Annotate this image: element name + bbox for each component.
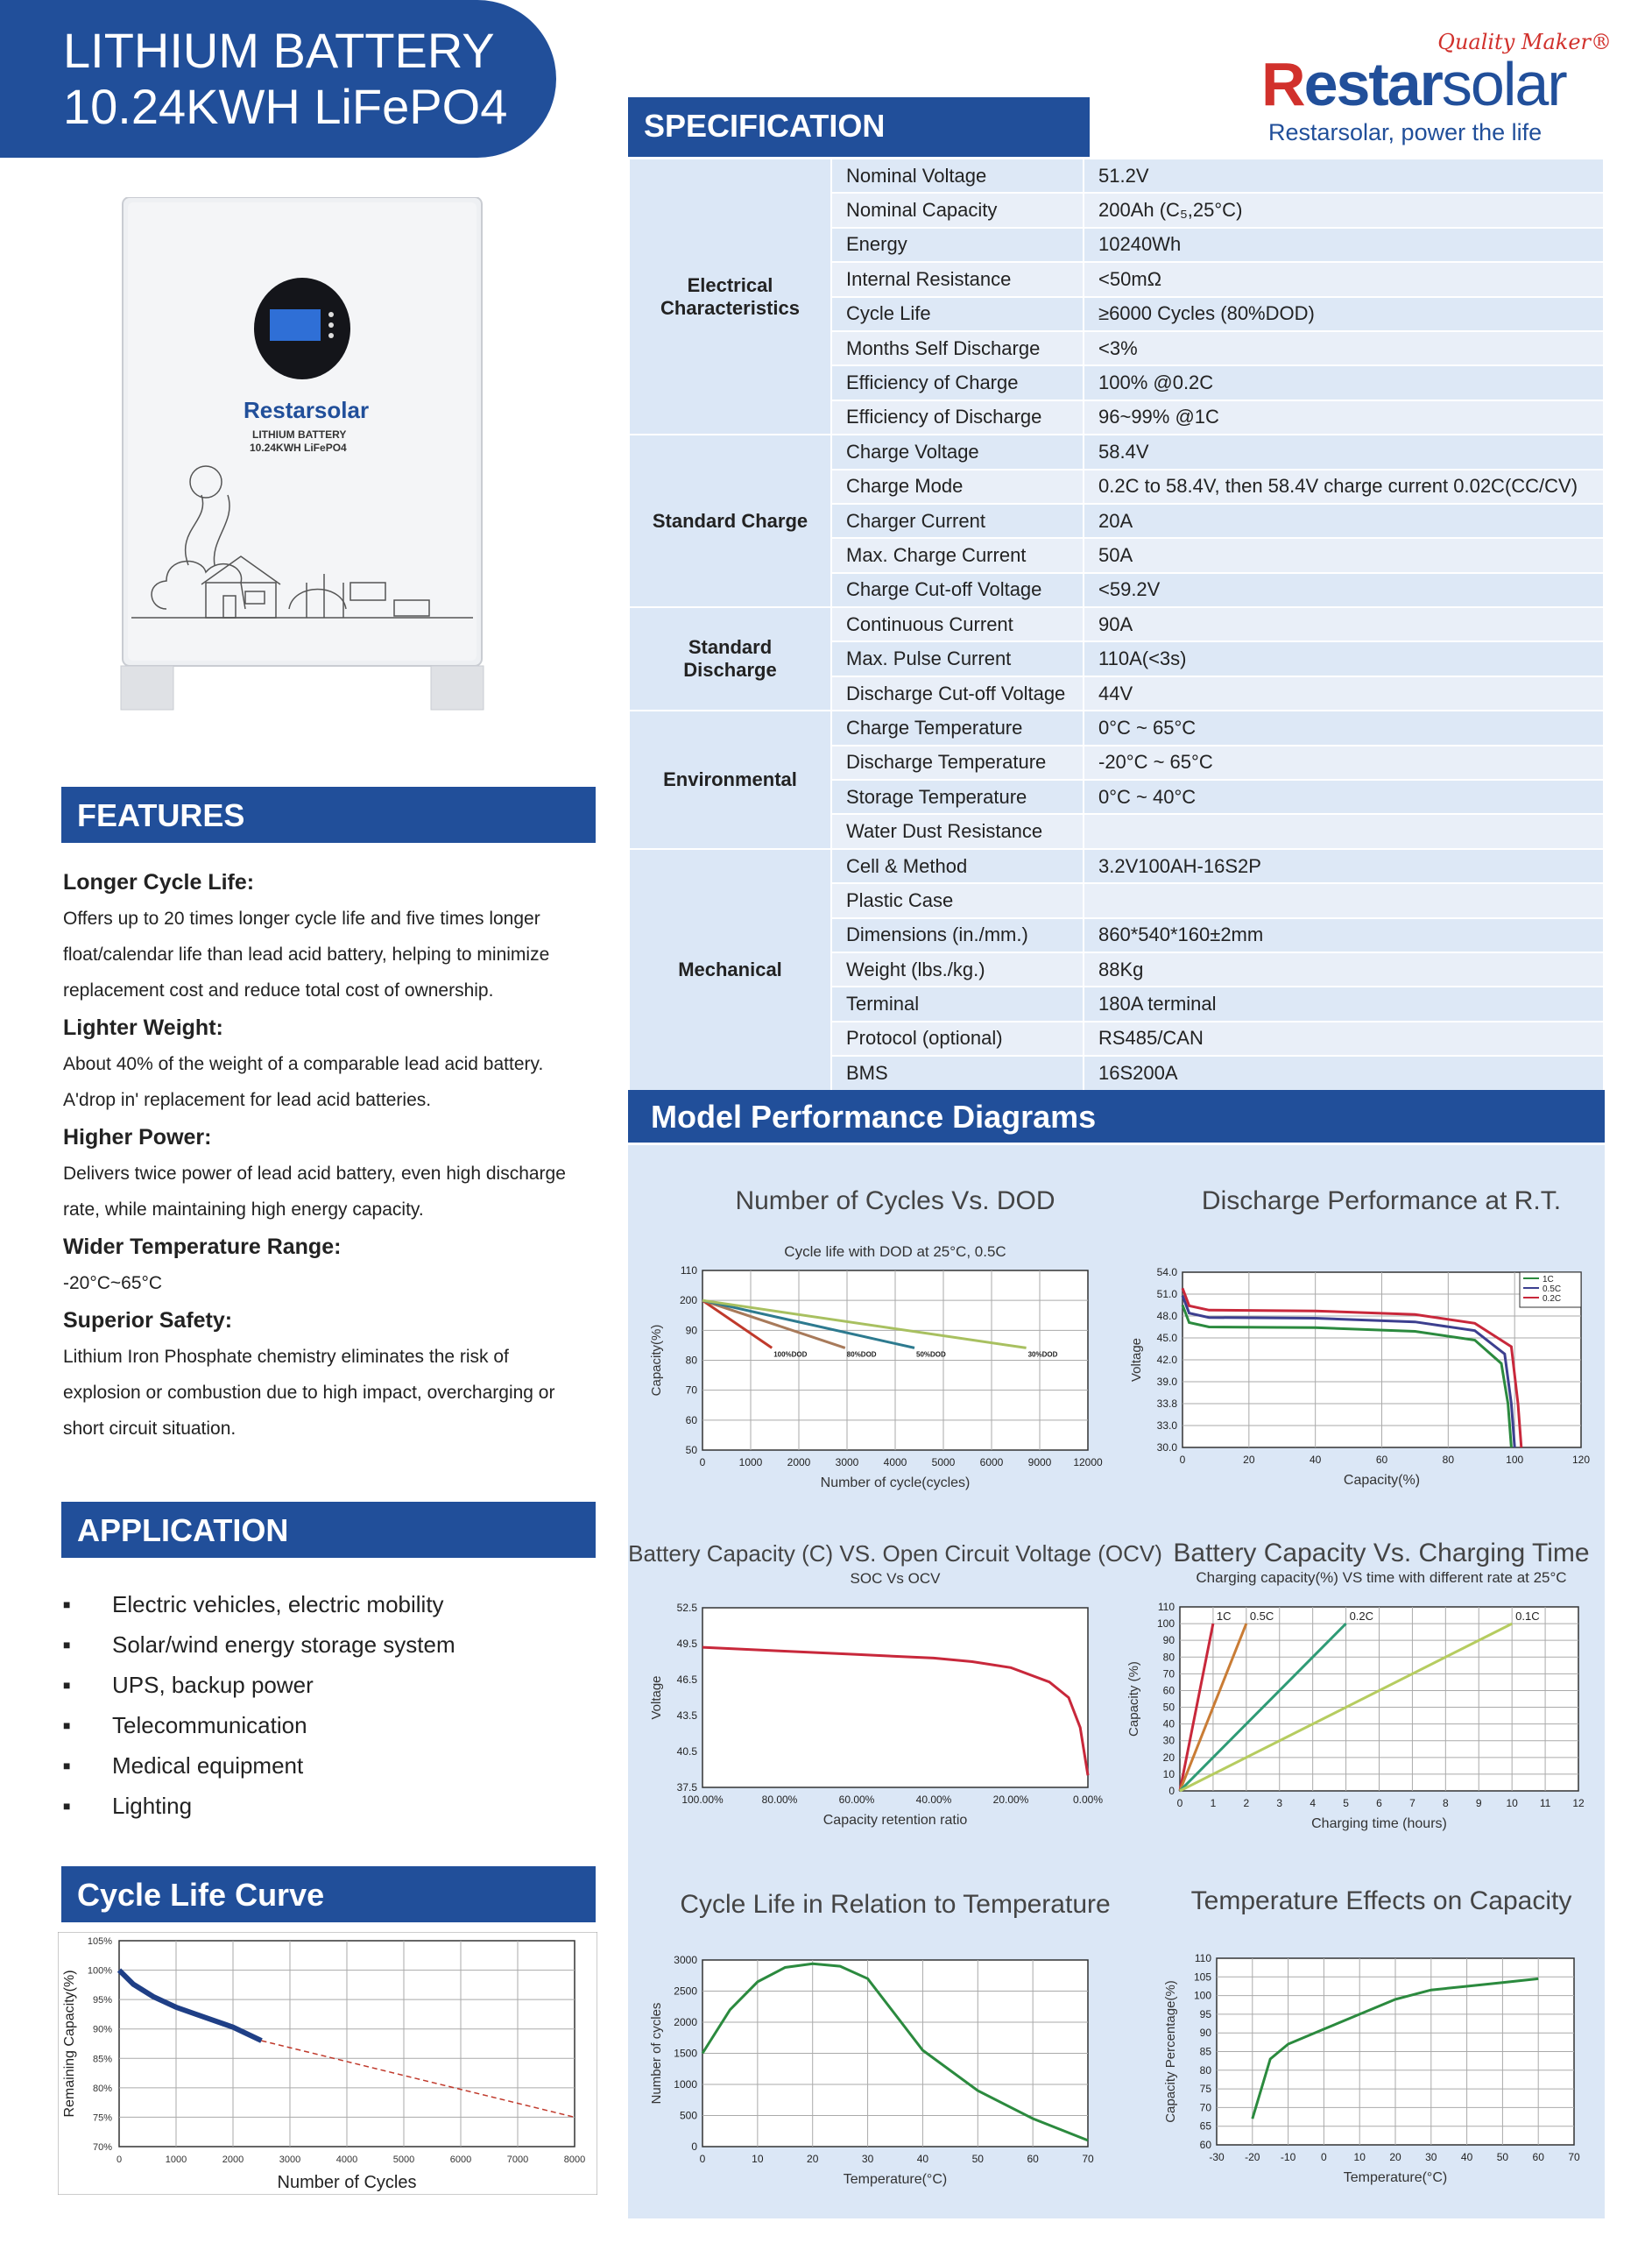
series-label: 0.2C — [1349, 1610, 1374, 1624]
feature-text: About 40% of the weight of a comparable lead acid battery. — [63, 1054, 544, 1074]
x-tick-label: 70 — [1082, 2153, 1094, 2165]
spec-value: 16S200A — [1084, 1056, 1604, 1090]
y-tick-label: 30.0 — [1156, 1441, 1177, 1454]
x-tick-label: -30 — [1209, 2151, 1225, 2163]
x-tick-label: 8 — [1442, 1797, 1449, 1809]
x-tick-label: 20 — [807, 2153, 819, 2165]
x-tick-label: 0 — [1321, 2151, 1327, 2163]
y-tick-label: 110 — [680, 1264, 697, 1277]
cycle-curve-header: Cycle Life Curve — [61, 1866, 596, 1922]
spec-parameter: Terminal — [831, 987, 1084, 1021]
x-tick-label: 20 — [1243, 1454, 1255, 1466]
x-tick-label: 0 — [116, 2155, 123, 2165]
spec-value — [1084, 883, 1604, 917]
spec-row — [629, 849, 1604, 883]
spec-parameter: Efficiency of Charge — [831, 365, 1084, 400]
device-label-line2: 10.24KWH LiFePO4 — [250, 442, 347, 454]
y-tick-label: 54.0 — [1156, 1266, 1177, 1278]
application-item — [63, 1584, 455, 1624]
y-tick-label: 70 — [685, 1383, 697, 1397]
x-tick-label: 2000 — [787, 1456, 811, 1468]
y-tick-label: 80 — [685, 1354, 697, 1367]
y-tick-label: 0 — [1168, 1785, 1175, 1797]
x-tick-label: 6 — [1376, 1797, 1382, 1809]
chart-subtitle: Charging capacity(%) VS time with different rate at 25°C — [1196, 1569, 1567, 1586]
feature-title: Superior Safety: — [63, 1308, 233, 1333]
y-axis-label: Capacity(%) — [649, 1324, 664, 1397]
feature-text: float/calendar life than lead acid battery, helping to minimize — [63, 945, 550, 965]
x-tick-label: 40 — [1460, 2151, 1473, 2163]
x-tick-label: -10 — [1280, 2151, 1296, 2163]
legend-label: 1C — [1543, 1275, 1554, 1284]
feature-text: rate, while maintaining high energy capacity. — [63, 1199, 424, 1220]
x-tick-label: 20.00% — [992, 1794, 1029, 1806]
spec-value: 110A(<3s) — [1084, 641, 1604, 676]
bullet-icon: ■ — [63, 1638, 71, 1652]
application-label: Solar/wind energy storage system — [112, 1631, 455, 1658]
y-tick-label: 3000 — [674, 1954, 697, 1966]
x-tick-label: 2000 — [222, 2155, 244, 2165]
brand-logo — [1261, 26, 1612, 145]
spec-value: 20A — [1084, 504, 1604, 538]
y-tick-label: 90% — [92, 2024, 112, 2035]
spec-parameter: Plastic Case — [831, 883, 1084, 917]
y-axis-label: Remaining Capacity(%) — [62, 1970, 77, 2118]
x-tick-label: 11 — [1539, 1797, 1551, 1809]
x-tick-label: 60 — [1532, 2151, 1544, 2163]
y-tick-label: 20 — [1162, 1751, 1175, 1764]
title-banner — [0, 0, 556, 158]
y-tick-label: 80 — [1199, 2063, 1211, 2077]
x-tick-label: 9000 — [1027, 1456, 1052, 1468]
legend-label: 0.5C — [1543, 1284, 1562, 1294]
x-tick-label: 7 — [1409, 1797, 1415, 1809]
x-tick-label: 2 — [1243, 1797, 1250, 1809]
feature-title: Lighter Weight: — [63, 1015, 223, 1040]
x-tick-label: 10 — [1506, 1797, 1518, 1809]
x-tick-label: 0.00% — [1072, 1794, 1104, 1806]
spec-parameter: Internal Resistance — [831, 262, 1084, 296]
x-tick-label: 7000 — [506, 2155, 529, 2165]
x-tick-label: 5000 — [931, 1456, 956, 1468]
spec-value: -20°C ~ 65°C — [1084, 746, 1604, 780]
y-tick-label: 60 — [1162, 1684, 1175, 1697]
series-label: 30%DOD — [1027, 1350, 1058, 1359]
feature-title: Longer Cycle Life: — [63, 870, 255, 895]
application-item — [63, 1624, 455, 1665]
spec-value: 860*540*160±2mm — [1084, 918, 1604, 952]
y-tick-label: 110 — [1194, 1952, 1211, 1964]
y-tick-label: 85% — [92, 2054, 112, 2065]
y-tick-label: 52.5 — [676, 1602, 697, 1614]
spec-parameter: Nominal Voltage — [831, 159, 1084, 193]
y-tick-label: 80 — [1162, 1651, 1175, 1664]
spec-parameter: Discharge Temperature — [831, 746, 1084, 780]
y-tick-label: 95 — [1199, 2007, 1211, 2020]
spec-parameter: Dimensions (in./mm.) — [831, 918, 1084, 952]
spec-value: 0°C ~ 65°C — [1084, 711, 1604, 745]
series-label: 50%DOD — [916, 1350, 946, 1359]
y-tick-label: 40.5 — [676, 1745, 697, 1758]
y-tick-label: 30 — [1162, 1734, 1175, 1747]
x-tick-label: 4000 — [883, 1456, 907, 1468]
spec-value: <3% — [1084, 331, 1604, 365]
y-tick-label: 50 — [685, 1444, 697, 1456]
x-tick-label: 60 — [1027, 2153, 1039, 2165]
spec-value: ≥6000 Cycles (80%DOD) — [1084, 297, 1604, 331]
y-tick-label: 70 — [1199, 2101, 1211, 2114]
spec-value: 0°C ~ 40°C — [1084, 780, 1604, 814]
spec-parameter: Energy — [831, 228, 1084, 262]
y-tick-label: 80% — [92, 2083, 112, 2094]
x-tick-label: 0 — [1176, 1797, 1183, 1809]
spec-header: SPECIFICATION — [628, 97, 1090, 157]
spec-value: 50A — [1084, 538, 1604, 572]
spec-parameter: Max. Charge Current — [831, 538, 1084, 572]
x-tick-label: 60.00% — [838, 1794, 875, 1806]
application-label: Lighting — [112, 1792, 193, 1819]
y-tick-label: 70 — [1162, 1667, 1175, 1680]
y-tick-label: 33.0 — [1156, 1419, 1177, 1432]
y-tick-label: 200 — [679, 1294, 697, 1307]
y-tick-label: 110 — [1157, 1601, 1175, 1613]
x-tick-label: 4 — [1310, 1797, 1317, 1809]
x-tick-label: 10 — [1353, 2151, 1366, 2163]
y-tick-label: 60 — [1199, 2139, 1211, 2151]
y-tick-label: 70% — [92, 2142, 112, 2153]
spec-parameter: Continuous Current — [831, 607, 1084, 641]
y-tick-label: 37.5 — [676, 1781, 697, 1794]
spec-row — [629, 607, 1604, 641]
device-brand-text: Restarsolar — [244, 397, 370, 423]
series-label: 0.1C — [1515, 1610, 1540, 1624]
application-header: APPLICATION — [61, 1502, 596, 1558]
spec-value: 100% @0.2C — [1084, 365, 1604, 400]
bullet-icon: ■ — [63, 1718, 71, 1732]
spec-category: Environmental — [629, 711, 831, 849]
spec-value: 96~99% @1C — [1084, 400, 1604, 435]
spec-value: 200Ah (C₅,25°C) — [1084, 193, 1604, 227]
x-tick-label: 3000 — [835, 1456, 859, 1468]
spec-parameter: Cycle Life — [831, 297, 1084, 331]
x-tick-label: 5000 — [392, 2155, 415, 2165]
feature-text: replacement cost and reduce total cost of ownership. — [63, 980, 494, 1001]
spec-value: <50mΩ — [1084, 262, 1604, 296]
x-tick-label: 50 — [971, 2153, 984, 2165]
y-tick-label: 45.0 — [1156, 1332, 1177, 1344]
x-tick-label: 0 — [1179, 1454, 1186, 1466]
chart-title: Temperature Effects on Capacity — [1190, 1886, 1572, 1915]
spec-parameter: Charger Current — [831, 504, 1084, 538]
bullet-icon: ■ — [63, 1678, 71, 1692]
spec-parameter: Nominal Capacity — [831, 193, 1084, 227]
x-axis-label: Number of cycle(cycles) — [820, 1475, 971, 1490]
series-label: 80%DOD — [846, 1350, 877, 1359]
x-tick-label: 40.00% — [915, 1794, 952, 1806]
chart-title: Battery Capacity (C) VS. Open Circuit Voltage (OCV) — [628, 1540, 1162, 1567]
brand-r: R — [1261, 50, 1304, 118]
y-axis-label: Number of cycles — [649, 2002, 664, 2105]
x-tick-label: 1000 — [738, 1456, 763, 1468]
y-tick-label: 1500 — [674, 2047, 697, 2060]
bullet-icon: ■ — [63, 1597, 71, 1611]
y-tick-label: 42.0 — [1156, 1354, 1177, 1366]
performance-charts — [628, 1145, 1605, 2218]
application-item — [63, 1665, 455, 1705]
x-tick-label: 80 — [1442, 1454, 1455, 1466]
x-tick-label: 5 — [1343, 1797, 1349, 1809]
chart-title: Number of Cycles Vs. DOD — [735, 1186, 1055, 1215]
spec-value — [1084, 814, 1604, 848]
spec-parameter: Charge Cut-off Voltage — [831, 573, 1084, 607]
x-tick-label: 40 — [916, 2153, 929, 2165]
product-title-line2: 10.24KWH LiFePO4 — [63, 79, 508, 134]
spec-parameter: Months Self Discharge — [831, 331, 1084, 365]
spec-parameter: Storage Temperature — [831, 780, 1084, 814]
y-tick-label: 65 — [1199, 2119, 1211, 2133]
feature-text: Delivers twice power of lead acid battery, even high discharge — [63, 1164, 566, 1184]
chart-title: Discharge Performance at R.T. — [1201, 1186, 1562, 1215]
spec-table — [628, 158, 1605, 1092]
x-tick-label: 40 — [1309, 1454, 1322, 1466]
y-tick-label: 0 — [691, 2140, 697, 2153]
spec-value: <59.2V — [1084, 573, 1604, 607]
spec-parameter: BMS — [831, 1056, 1084, 1090]
bullet-icon: ■ — [63, 1758, 71, 1772]
y-tick-label: 39.0 — [1156, 1376, 1177, 1388]
y-tick-label: 105% — [87, 1936, 112, 1947]
x-tick-label: 0 — [699, 2153, 706, 2165]
application-item — [63, 1745, 455, 1786]
y-tick-label: 46.5 — [676, 1673, 697, 1686]
feature-text: short circuit situation. — [63, 1419, 237, 1439]
y-tick-label: 40 — [1162, 1717, 1175, 1730]
brand-solar: solar — [1441, 50, 1566, 118]
cycle-life-chart — [58, 1932, 597, 2195]
x-tick-label: 1000 — [165, 2155, 187, 2165]
product-title-line1: LITHIUM BATTERY — [63, 23, 495, 78]
spec-category: Electrical Characteristics — [629, 159, 831, 435]
x-tick-label: 120 — [1571, 1454, 1591, 1466]
x-tick-label: 3 — [1276, 1797, 1283, 1809]
spec-value: 51.2V — [1084, 159, 1604, 193]
y-tick-label: 49.5 — [676, 1638, 697, 1650]
spec-value: RS485/CAN — [1084, 1022, 1604, 1056]
x-tick-label: 70 — [1568, 2151, 1580, 2163]
y-tick-label: 90 — [685, 1324, 697, 1337]
spec-value: 58.4V — [1084, 435, 1604, 469]
brand-name — [1261, 49, 1566, 119]
y-tick-label: 100 — [1193, 1989, 1211, 2002]
spec-value: 10240Wh — [1084, 228, 1604, 262]
y-axis-label: Capacity (%) — [1126, 1661, 1141, 1737]
spec-parameter: Discharge Cut-off Voltage — [831, 676, 1084, 711]
spec-category: Standard Discharge — [629, 607, 831, 711]
application-label: Electric vehicles, electric mobility — [112, 1590, 444, 1617]
y-axis-label: Capacity Percentage(%) — [1163, 1980, 1178, 2123]
spec-value: 88Kg — [1084, 952, 1604, 987]
series-label: 1C — [1216, 1610, 1232, 1624]
y-tick-label: 10 — [1162, 1767, 1175, 1780]
brand-estar: estar — [1303, 50, 1442, 118]
bullet-icon: ■ — [63, 1799, 71, 1813]
y-tick-label: 90 — [1199, 2027, 1211, 2040]
series-label: 100%DOD — [773, 1350, 808, 1359]
spec-parameter: Cell & Method — [831, 849, 1084, 883]
y-tick-label: 50 — [1162, 1701, 1175, 1714]
x-tick-label: 9 — [1475, 1797, 1482, 1809]
chart-subtitle: SOC Vs OCV — [850, 1570, 941, 1587]
y-tick-label: 2000 — [674, 2016, 697, 2028]
spec-value: 3.2V100AH-16S2P — [1084, 849, 1604, 883]
x-axis-label: Number of Cycles — [277, 2173, 417, 2192]
spec-value: 44V — [1084, 676, 1604, 711]
x-tick-label: 8000 — [563, 2155, 586, 2165]
y-tick-label: 75% — [92, 2112, 112, 2124]
x-tick-label: -20 — [1245, 2151, 1260, 2163]
x-tick-label: 30 — [861, 2153, 874, 2165]
feature-title: Higher Power: — [63, 1125, 212, 1150]
y-tick-label: 105 — [1193, 1971, 1211, 1984]
spec-parameter: Max. Pulse Current — [831, 641, 1084, 676]
legend-label: 0.2C — [1543, 1294, 1562, 1304]
y-tick-label: 500 — [679, 2109, 697, 2122]
x-tick-label: 80.00% — [761, 1794, 798, 1806]
device-label-line1: LITHIUM BATTERY — [252, 428, 347, 441]
feature-text: A'drop in' replacement for lead acid batteries. — [63, 1090, 432, 1110]
x-tick-label: 10 — [752, 2153, 764, 2165]
y-tick-label: 51.0 — [1156, 1288, 1177, 1300]
performance-header: Model Performance Diagrams — [628, 1090, 1605, 1143]
application-label: UPS, backup power — [112, 1671, 314, 1698]
spec-value: 180A terminal — [1084, 987, 1604, 1021]
chart-subtitle: Cycle life with DOD at 25°C, 0.5C — [784, 1243, 1006, 1260]
chart-title: Battery Capacity Vs. Charging Time — [1173, 1539, 1590, 1567]
spec-parameter: Efficiency of Discharge — [831, 400, 1084, 435]
x-axis-label: Charging time (hours) — [1311, 1816, 1447, 1831]
feature-text: Lithium Iron Phosphate chemistry eliminates the risk of — [63, 1347, 509, 1367]
application-item — [63, 1786, 455, 1826]
application-list — [63, 1584, 455, 1826]
chart-title: Cycle Life in Relation to Temperature — [680, 1890, 1111, 1919]
spec-parameter: Charge Voltage — [831, 435, 1084, 469]
x-axis-label: Temperature(°C) — [843, 2172, 948, 2187]
x-tick-label: 12 — [1572, 1797, 1585, 1809]
features-header: FEATURES — [61, 787, 596, 843]
application-label: Medical equipment — [112, 1751, 304, 1779]
spec-row — [629, 435, 1604, 469]
y-tick-label: 85 — [1199, 2045, 1211, 2058]
spec-parameter: Weight (lbs./kg.) — [831, 952, 1084, 987]
y-tick-label: 90 — [1162, 1634, 1175, 1647]
y-tick-label: 1000 — [674, 2078, 697, 2091]
y-tick-label: 95% — [92, 1995, 112, 2006]
spec-value: 0.2C to 58.4V, then 58.4V charge current 0.02C(CC/CV) — [1084, 470, 1604, 504]
x-tick-label: 3000 — [279, 2155, 301, 2165]
x-tick-label: 1 — [1210, 1797, 1217, 1809]
x-tick-label: 6000 — [979, 1456, 1004, 1468]
y-axis-label: Voltage — [649, 1675, 664, 1720]
features-list — [63, 863, 597, 1447]
x-tick-label: 60 — [1375, 1454, 1388, 1466]
battery-product-image — [114, 197, 491, 723]
feature-text: -20°C~65°C — [63, 1273, 163, 1293]
spec-category: Mechanical — [629, 849, 831, 1091]
x-tick-label: 6000 — [449, 2155, 472, 2165]
x-tick-label: 100.00% — [681, 1794, 724, 1806]
x-tick-label: 4000 — [335, 2155, 358, 2165]
x-axis-label: Capacity(%) — [1343, 1473, 1421, 1488]
x-axis-label: Capacity retention ratio — [822, 1813, 968, 1828]
y-axis-label: Voltage — [1129, 1337, 1144, 1383]
x-tick-label: 12000 — [1073, 1456, 1103, 1468]
spec-row — [629, 159, 1604, 193]
x-axis-label: Temperature(°C) — [1343, 2170, 1448, 2185]
x-tick-label: 20 — [1389, 2151, 1401, 2163]
y-tick-label: 33.8 — [1156, 1397, 1177, 1410]
spec-parameter: Water Dust Resistance — [831, 814, 1084, 848]
plot-area — [702, 1608, 1088, 1787]
x-tick-label: 50 — [1496, 2151, 1509, 2163]
spec-parameter: Charge Temperature — [831, 711, 1084, 745]
spec-row — [629, 711, 1604, 745]
x-tick-label: 100 — [1506, 1454, 1524, 1466]
y-tick-label: 2500 — [674, 1985, 697, 1998]
y-tick-label: 60 — [685, 1413, 697, 1426]
spec-parameter: Charge Mode — [831, 470, 1084, 504]
spec-category: Standard Charge — [629, 435, 831, 607]
x-tick-label: 30 — [1425, 2151, 1437, 2163]
feature-text: Offers up to 20 times longer cycle life and five times longer — [63, 909, 540, 929]
spec-parameter: Protocol (optional) — [831, 1022, 1084, 1056]
y-tick-label: 48.0 — [1156, 1310, 1177, 1322]
y-tick-label: 100 — [1156, 1617, 1175, 1631]
quality-maker-mark: Quality Maker® — [1437, 30, 1612, 54]
application-label: Telecommunication — [112, 1711, 307, 1738]
feature-title: Wider Temperature Range: — [63, 1235, 342, 1259]
spec-value: 90A — [1084, 607, 1604, 641]
y-tick-label: 43.5 — [676, 1709, 697, 1722]
y-tick-label: 75 — [1199, 2083, 1211, 2096]
series-label: 0.5C — [1249, 1610, 1274, 1624]
feature-text: explosion or combustion due to high impact, overcharging or — [63, 1383, 555, 1403]
y-tick-label: 100% — [87, 1965, 112, 1977]
brand-slogan: Restarsolar, power the life — [1268, 119, 1543, 145]
application-item — [63, 1705, 455, 1745]
x-tick-label: 0 — [699, 1456, 706, 1468]
